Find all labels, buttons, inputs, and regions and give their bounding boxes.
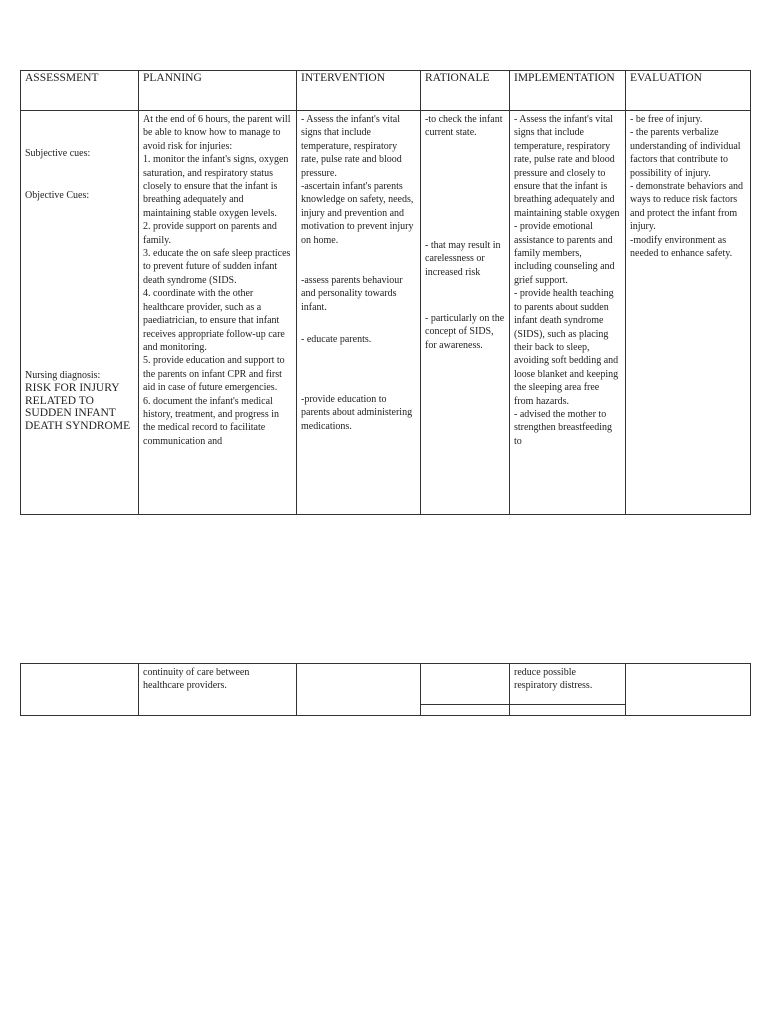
rationale-item: - that may result in carelessness or increased risk — [425, 239, 501, 278]
objective-cues-label: Objective Cues: — [25, 190, 90, 202]
planning-text: At the end of 6 hours, the parent will be able to know how to manage to avoid risk for injuries: 1. monitor the infant's signs, oxygen saturation, and respiratory status closely to ensure that the infant is breathing adequately and maintaining stable oxygen levels. 2. provide support on parents and family. 3. educate the on safe sleep practices to prevent future of sudden infant death syndrome (SIDS. 4. coordinate with the other healthcare provider, such as a paediatrician, to ensure that infant receives appropriate follow-up care and monitoring. 5. provide education and support to the parents on infant CPR and first aid in case of future emergencies. 6. document the infant's medical history, treatment, and progress in the medical record to facilitate communication and — [143, 114, 291, 447]
continuation-rationale-cell — [421, 664, 510, 705]
evaluation-text: - be free of injury. - the parents verbalize understanding of individual factors that contribute to possibility of injury. - demonstrate behaviors and ways to reduce risk factors and protect the infant from injury. -modify environment as needed to enhance safety. — [630, 114, 744, 260]
header-rationale: RATIONALE — [421, 71, 510, 111]
intervention-item: -assess parents behaviour and personality towards infant. — [301, 275, 403, 313]
care-plan-table — [20, 70, 751, 515]
continuation-evaluation-cell — [626, 664, 751, 716]
planning-cell — [139, 111, 297, 515]
intervention-cell — [297, 111, 421, 515]
continuation-rationale-subcell — [421, 705, 510, 716]
continuation-intervention-cell — [297, 664, 421, 716]
continuation-planning-cell — [139, 664, 297, 716]
intervention-item: - educate parents. — [301, 334, 372, 346]
continuation-table — [20, 663, 751, 716]
continuation-planning-text: continuity of care between healthcare providers. — [143, 667, 250, 692]
rationale-cell — [421, 111, 510, 515]
implementation-text: - Assess the infant's vital signs that include temperature, respiratory rate, pulse rate and blood pressure and closely to ensure that the infant is breathing adequately and maintaining stable oxygen - provide emotional assistance to parents and family members, including counseling and grief support. - provide health teaching to parents about sudden infant death syndrome (SIDS), such as placing their back to sleep, avoiding soft bedding and loose blanket and keeping the sleeping area free from hazards. - advised the mother to strengthen breastfeeding to — [514, 114, 620, 447]
nursing-diagnosis-label: Nursing diagnosis: — [25, 369, 101, 381]
header-intervention: INTERVENTION — [297, 71, 421, 111]
implementation-cell — [510, 111, 626, 515]
continuation-implementation-cell — [510, 664, 626, 705]
nursing-diagnosis: RISK FOR INJURY RELATED TO SUDDEN INFANT DEATH SYNDROME — [25, 382, 131, 432]
continuation-implementation-subcell — [510, 705, 626, 716]
rationale-item: - particularly on the concept of SIDS, for awareness. — [425, 313, 505, 351]
subjective-cues-label: Subjective cues: — [25, 148, 91, 159]
evaluation-cell — [626, 111, 751, 515]
intervention-item: -provide education to parents about administering medications. — [301, 393, 413, 432]
content-row — [21, 111, 751, 515]
header-assessment: ASSESSMENT — [21, 71, 139, 111]
header-row — [21, 71, 751, 111]
continuation-implementation-text: reduce possible respiratory distress. — [514, 667, 593, 692]
header-implementation: IMPLEMENTATION — [510, 71, 626, 111]
intervention-item: - Assess the infant's vital signs that include temperature, respiratory rate, pulse rate and blood pressure. -ascertain infant's parents knowledge on safety, needs, injury and prevention and motivation to prevent injury on home. — [301, 114, 414, 246]
rationale-item: -to check the infant current state. — [425, 114, 503, 139]
continuation-row — [21, 664, 751, 705]
assessment-cell — [21, 111, 139, 515]
header-evaluation: EVALUATION — [626, 71, 751, 111]
continuation-assessment-cell — [21, 664, 139, 716]
header-planning: PLANNING — [139, 71, 297, 111]
